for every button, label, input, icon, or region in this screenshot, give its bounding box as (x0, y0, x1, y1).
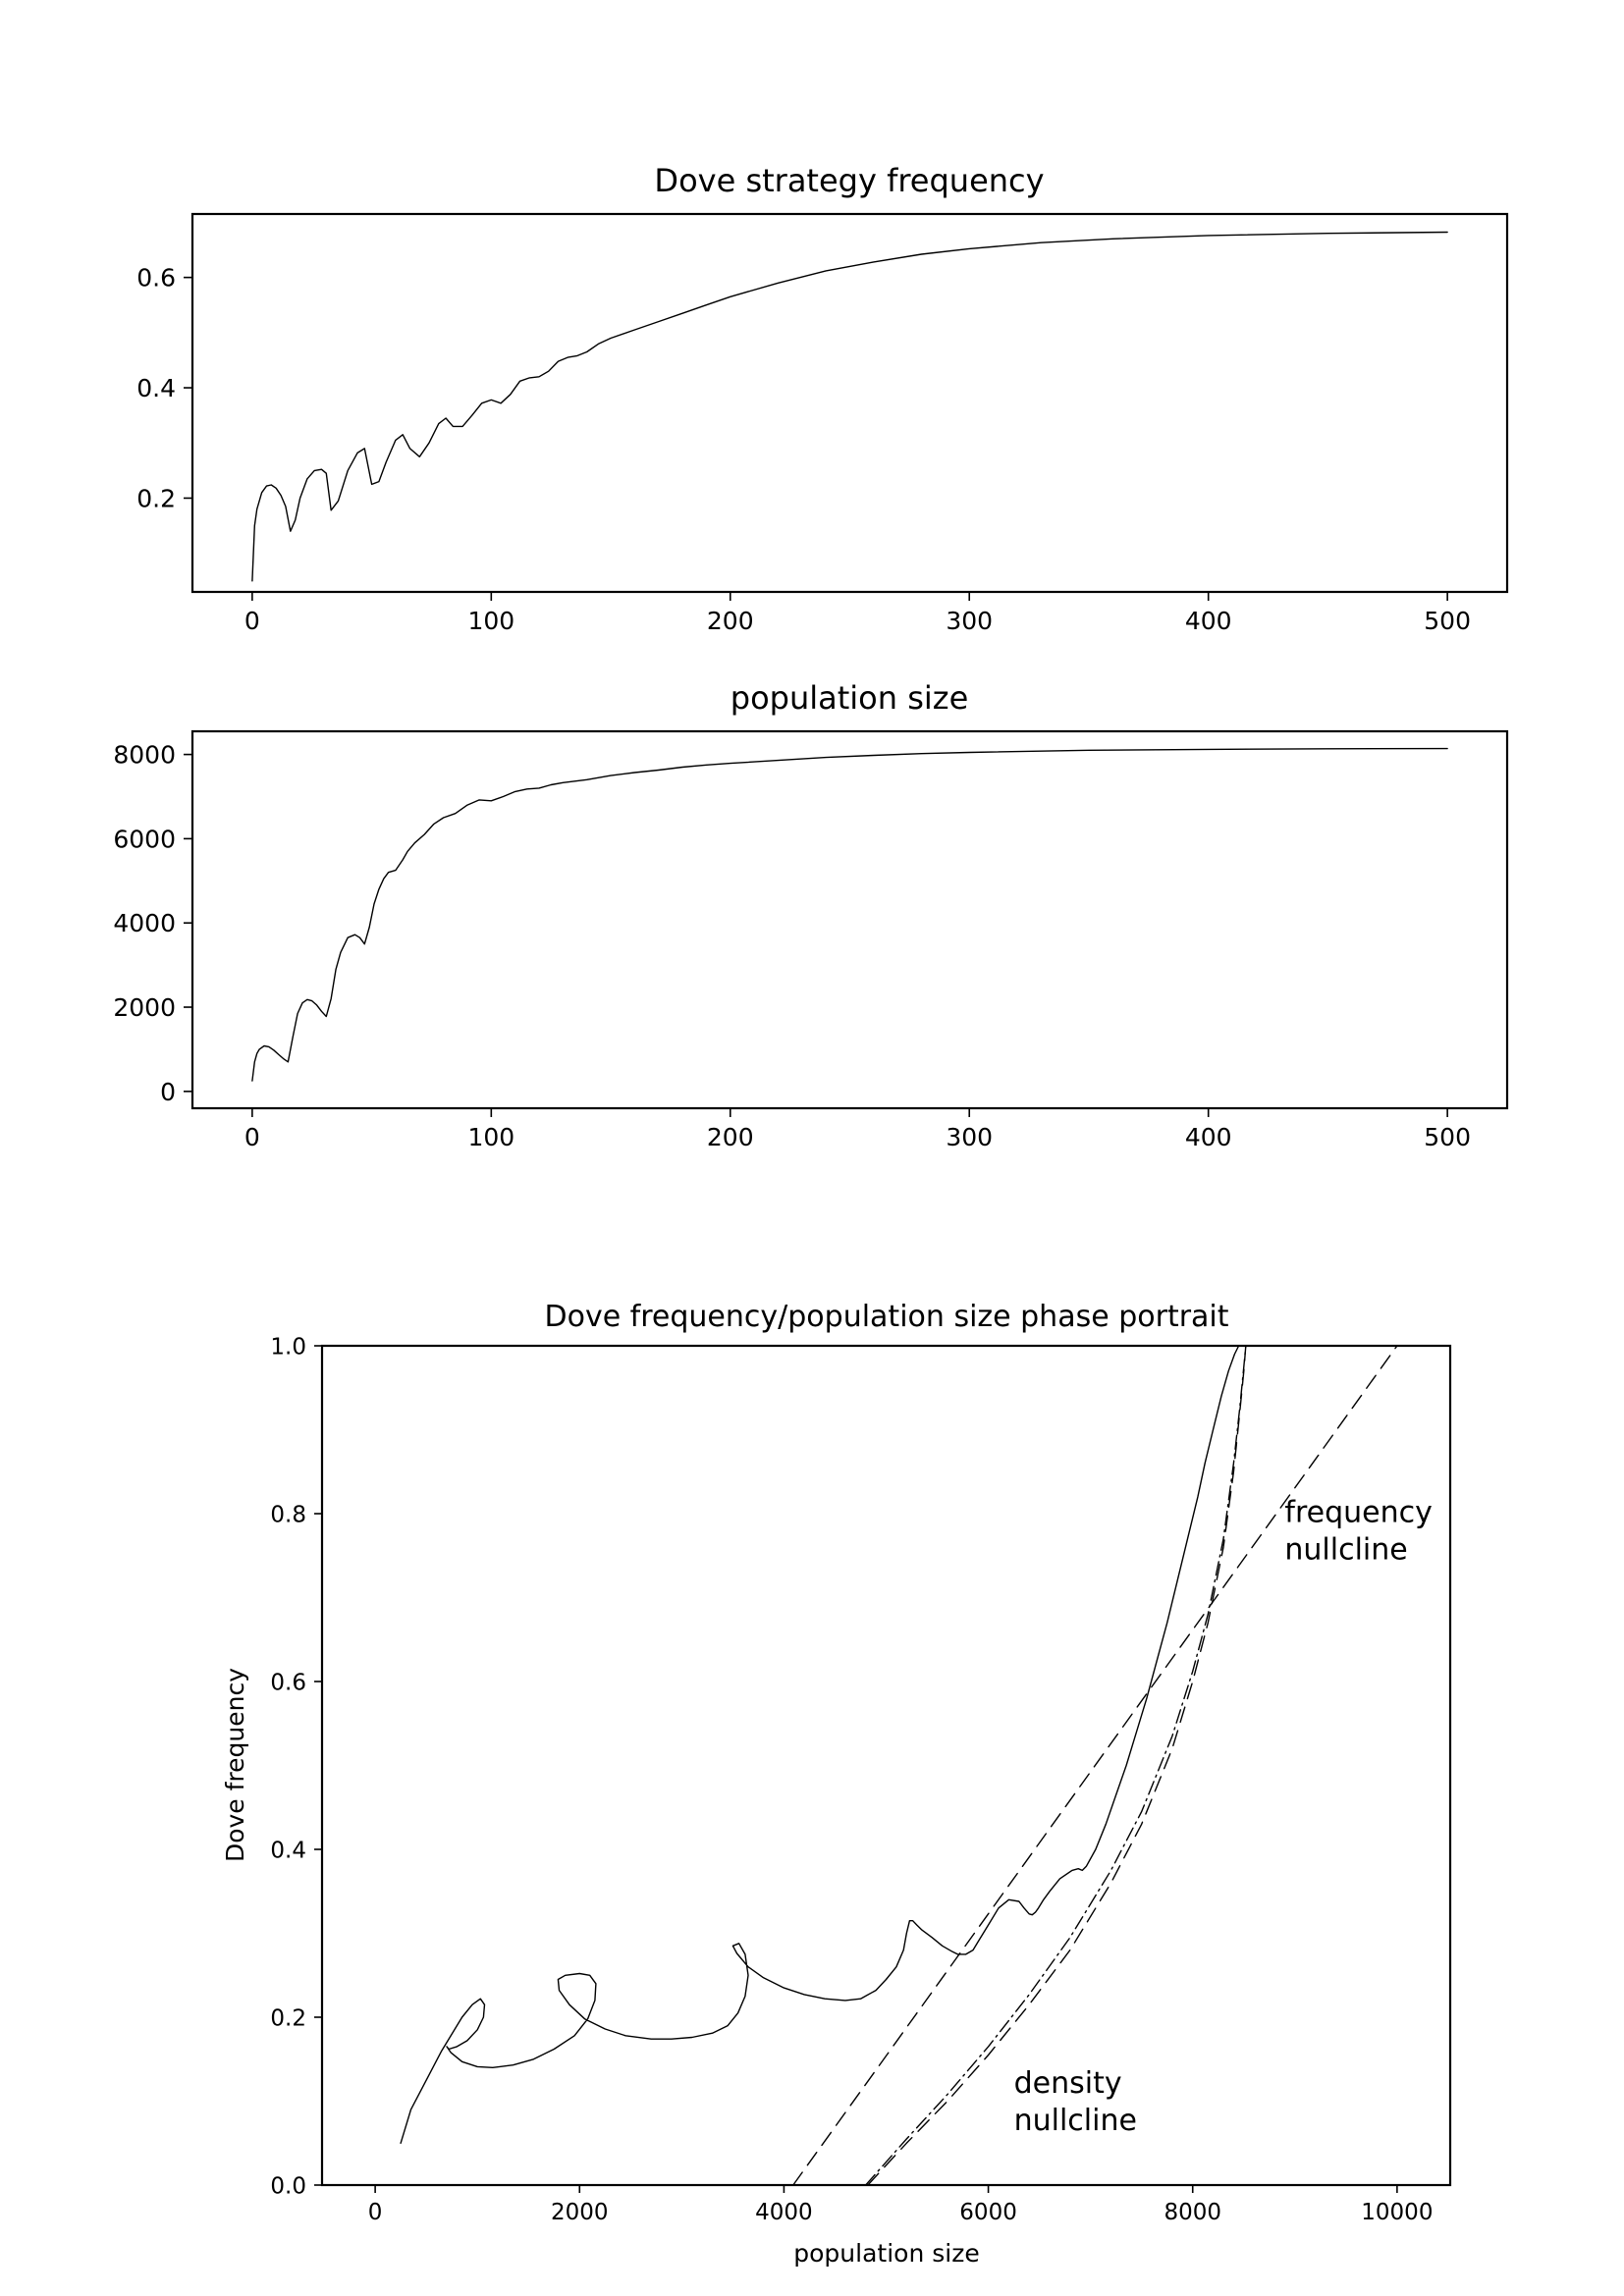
x-tick-label: 8000 (1164, 2200, 1222, 2225)
x-tick-label: 0 (367, 2200, 383, 2225)
x-tick-label: 4000 (755, 2200, 813, 2225)
annotation-line: density (1013, 2065, 1122, 2101)
x-tick-label: 0 (244, 1123, 260, 1151)
x-tick-label: 300 (946, 1123, 994, 1151)
panel-3-y-axis-label: Dove frequency (221, 1667, 249, 1863)
x-tick-label: 0 (244, 607, 260, 635)
x-tick-label: 500 (1424, 607, 1471, 635)
x-tick-label: 400 (1184, 1123, 1232, 1151)
y-tick-label: 0.4 (270, 1838, 306, 1864)
y-tick-label: 0.2 (136, 484, 176, 513)
x-tick-label: 200 (706, 1123, 754, 1151)
panel-2-title: population size (730, 679, 969, 717)
x-tick-label: 500 (1424, 1123, 1471, 1151)
y-tick-label: 0.8 (270, 1502, 306, 1528)
x-tick-label: 200 (706, 607, 754, 635)
y-tick-label: 0.2 (270, 2005, 306, 2032)
panel-1-title: Dove strategy frequency (654, 162, 1045, 199)
y-tick-label: 6000 (113, 825, 176, 854)
y-tick-label: 2000 (113, 993, 176, 1023)
x-tick-label: 2000 (550, 2200, 609, 2225)
x-tick-label: 100 (467, 1123, 515, 1151)
x-tick-label: 400 (1184, 607, 1232, 635)
y-tick-label: 8000 (113, 740, 176, 770)
x-tick-label: 10000 (1361, 2200, 1434, 2225)
x-tick-label: 100 (467, 607, 515, 635)
x-tick-label: 6000 (959, 2200, 1017, 2225)
y-tick-label: 0.6 (270, 1670, 306, 1696)
y-tick-label: 0.0 (270, 2173, 306, 2200)
y-tick-label: 0.4 (136, 374, 176, 403)
y-tick-label: 0.6 (136, 263, 176, 293)
annotation-line: frequency (1284, 1495, 1433, 1530)
x-tick-label: 300 (946, 607, 994, 635)
annotation-line: nullcline (1013, 2103, 1137, 2138)
panel-3-x-axis-label: population size (793, 2239, 980, 2268)
annotation-line: nullcline (1284, 1532, 1408, 1568)
y-tick-label: 0 (160, 1077, 176, 1106)
y-tick-label: 1.0 (270, 1334, 306, 1361)
y-tick-label: 4000 (113, 909, 176, 938)
panel-3-title: Dove frequency/population size phase portrait (544, 1300, 1229, 1334)
